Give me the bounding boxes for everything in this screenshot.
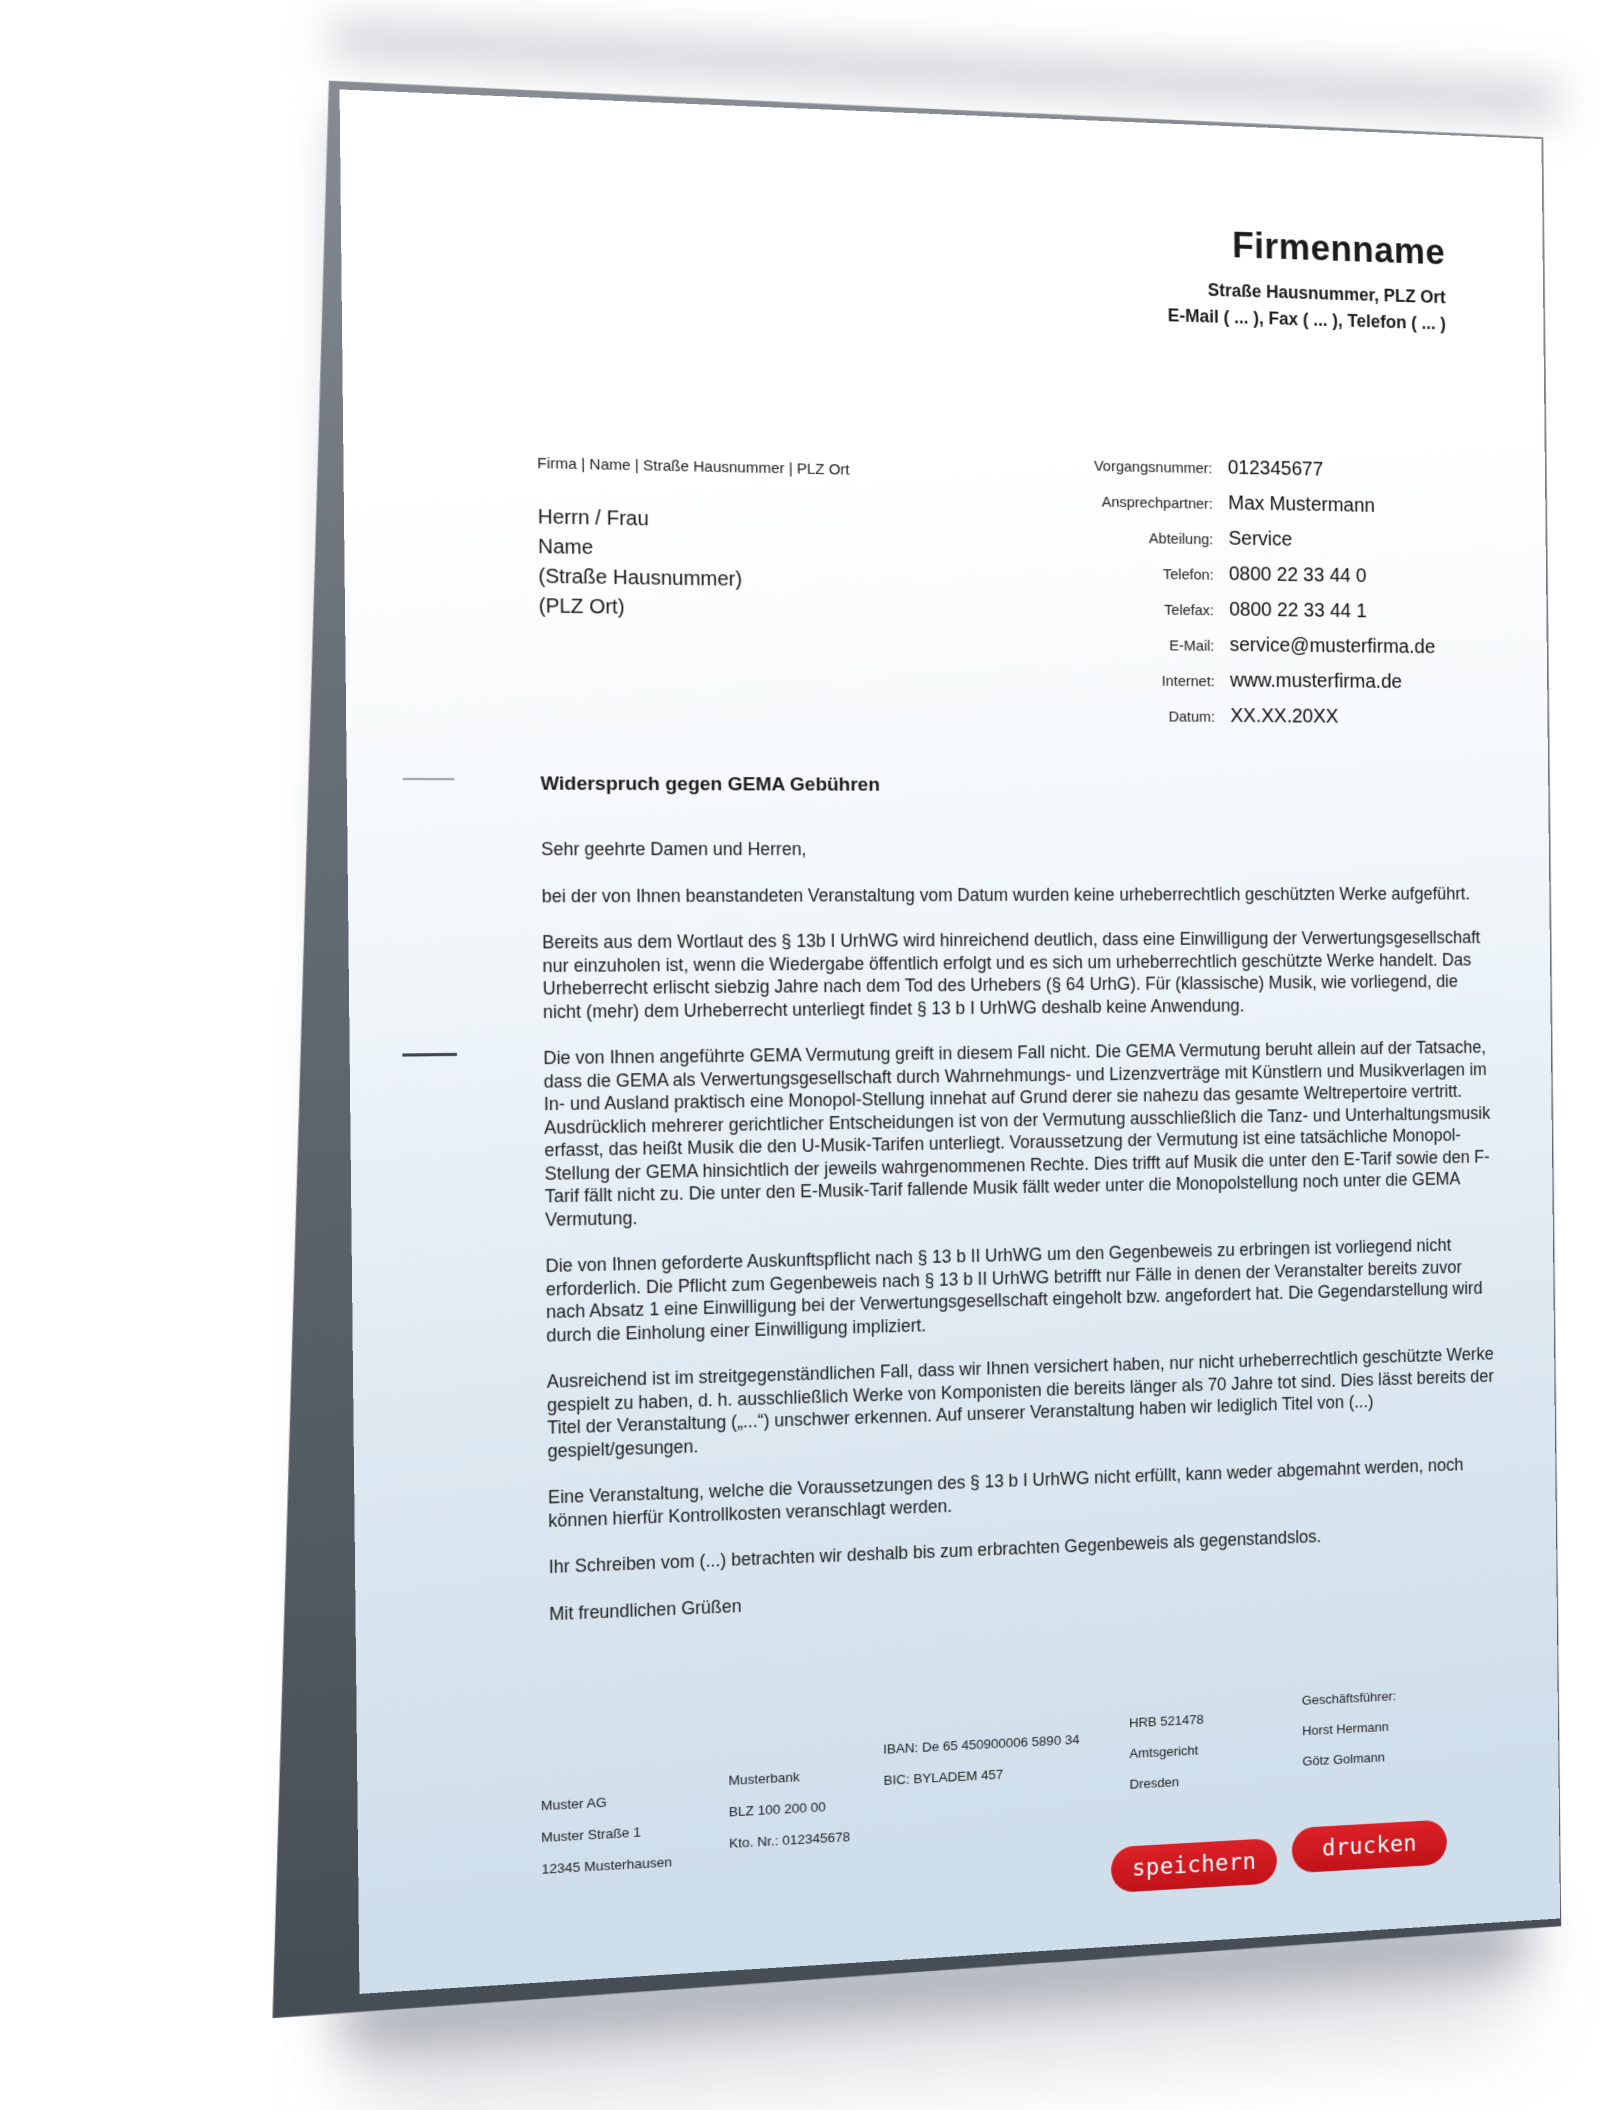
- recipient-line: Name: [537, 535, 594, 560]
- footer-line: 12345 Musterhausen: [541, 1854, 673, 1877]
- letter-page: [340, 89, 1561, 1993]
- sender-return-line: Firma | Name | Straße Hausnummer | PLZ Ort: [537, 454, 850, 479]
- info-value: 0800 22 33 44 1: [1229, 598, 1367, 623]
- info-value: service@musterfirma.de: [1229, 634, 1436, 659]
- info-value: 0800 22 33 44 0: [1228, 563, 1367, 588]
- paragraph: Die von Ihnen geforderte Auskunftspflicht nach § 13 b II UrhWG um den Gegenbeweis zu erbringen ist vorliegend nicht erforderlich. Die Pflicht zum Gegenbeweis nach § 13 b II UrhWG betrifft nur Fälle in denen der Veranstalter bereits zuvor nach Absatz 1 eine Einwilligung bei der Verwertungsgesellschaft eingeholt bzw. angefordert hat. Die Gegendarstellung wird durch die Einholung einer Einwilligung impliziert.: [545, 1235, 1483, 1346]
- info-value: XX.XX.20XX: [1230, 705, 1339, 728]
- footer-line: Geschäftsführer:: [1301, 1688, 1397, 1708]
- closing: Mit freundlichen Grüßen: [549, 1595, 742, 1624]
- paragraph: Die von Ihnen angeführte GEMA Vermutung greift in diesem Fall nicht. Die GEMA Vermutung beruht allein auf der Tatsache, dass die GEMA als Verwertungsgesellschaft durch Wahrnehmungs- und Lizenzverträge mit Künstlern und Musikverlagen im In- und Ausland praktisch eine Monopol-Stellung innehat auf Grund derer sie nahezu das gesamte Weltrepertoire vertritt. Ausdrücklich mehrerer gerichtlicher Entscheidungen ist von der Vermutung ausschließlich die Tanz- und Unterhaltungsmusik erfasst, das heißt Musik die den U-Musik-Tarifen unterliegt. Voraussetzung der Vermutung ist eine tatsächliche Monopol-Stellung der GEMA hinsichtlich der jeweils wahrgenommenen Rechte. Dies trifft auf Musik die unter den E-Tarif sowie den F-Tarif fällt nicht zu. Die unter den E-Musik-Tarif fallende Musik fällt weder unter die Monopolstellung noch unter die GEMA Vermutung.: [543, 1037, 1491, 1230]
- paragraph: Eine Veranstaltung, welche die Voraussetzungen des § 13 b I UrhWG nicht erfüllt, kann weder abgemahnt werden, noch können hierfür Kontrollkosten veranschlagt werden.: [547, 1454, 1464, 1531]
- footer-line: Muster Straße 1: [541, 1824, 642, 1846]
- info-label: Internet:: [1161, 672, 1215, 691]
- company-name: Firmenname: [1231, 224, 1446, 273]
- info-row-email: [959, 625, 1451, 666]
- paragraph: Ausreichend ist im streitgegenständlichen Fall, dass wir Ihnen versichert haben, nur nicht urheberrechtlich geschützte Werke gespielt zu haben, d. h. ausschließlich Werke von Komponisten die bereits länger als 70 Jahre tot sind. Dies lässt bereits der Titel der Veranstaltung („...“) unschwer erkennen. Auf unserer Veranstaltung haben wir lediglich Titel von (...) gespielt/gesungen.: [546, 1343, 1494, 1462]
- letterhead: [1167, 222, 1446, 337]
- fold-mark-middle: [402, 1053, 457, 1057]
- footer-iban-column: [883, 1724, 1080, 1796]
- footer-management-column: [1302, 1681, 1397, 1777]
- info-value: Service: [1228, 527, 1293, 551]
- letterhead-contact: E-Mail ( ... ), Fax ( ... ), Telefon ( ... ): [1167, 305, 1446, 334]
- info-row-datum: [960, 697, 1452, 736]
- info-label: Vorgangsnummer:: [1093, 457, 1213, 478]
- footer-line: Kto. Nr.: 012345678: [729, 1829, 851, 1851]
- footer-line: Muster AG: [540, 1794, 607, 1814]
- info-row-telefax: [958, 589, 1450, 631]
- recipient-address-block: [538, 503, 743, 624]
- reference-info-block: [957, 445, 1452, 736]
- footer-line: Amtsgericht: [1129, 1742, 1199, 1762]
- info-row-internet: [959, 661, 1451, 701]
- info-value: 012345677: [1227, 456, 1324, 481]
- recipient-line: Herrn / Frau: [537, 506, 649, 531]
- footer-line: HRB 521478: [1128, 1711, 1204, 1731]
- paragraph: bei der von Ihnen beanstandeten Veranstaltung vom Datum wurden keine urheberrechtlich geschützten Werke aufgeführt.: [541, 883, 1470, 906]
- footer-line: Horst Hermann: [1302, 1719, 1389, 1739]
- save-button[interactable]: speichern: [1111, 1838, 1277, 1893]
- info-label: Telefon:: [1162, 566, 1214, 584]
- fold-mark-top: [403, 778, 454, 780]
- footer-line: Musterbank: [728, 1769, 800, 1789]
- footer-bank-column: [728, 1759, 850, 1860]
- footer-line: Götz Golmann: [1302, 1749, 1385, 1769]
- recipient-line: (Straße Hausnummer): [538, 565, 743, 591]
- footer-line: BIC: BYLADEM 457: [883, 1766, 1004, 1788]
- info-value: Max Mustermann: [1228, 492, 1376, 517]
- info-label: Abteilung:: [1148, 530, 1214, 549]
- subject-line: Widerspruch gegen GEMA Gebühren: [540, 773, 880, 796]
- paragraph: Ihr Schreiben vom (...) betrachten wir deshalb bis zum erbrachten Gegenbeweis als gegenstandslos.: [548, 1526, 1322, 1578]
- info-label: Datum:: [1168, 708, 1216, 726]
- info-label: Ansprechpartner:: [1101, 493, 1213, 513]
- salutation: Sehr geehrte Damen und Herren,: [541, 838, 807, 860]
- info-value: www.musterfirma.de: [1229, 669, 1403, 693]
- print-button[interactable]: drucken: [1292, 1819, 1447, 1873]
- footer-line: Dresden: [1129, 1774, 1180, 1792]
- recipient-line: (PLZ Ort): [538, 595, 625, 619]
- footer-line: BLZ 100 200 00: [728, 1799, 826, 1820]
- footer-line: IBAN: De 65 450900006 5890 34: [883, 1731, 1080, 1757]
- info-label: Telefax:: [1164, 601, 1215, 620]
- info-label: E-Mail:: [1169, 637, 1215, 655]
- footer-company-column: [541, 1783, 673, 1885]
- paragraph: Bereits aus dem Wortlaut des § 13b I UrhWG wird hinreichend deutlich, dass eine Einwilligung der Verwertungsgesellschaft nur einzuholen ist, wenn die Wiedergabe öffentlich erfolgt und es sich um urheberrechtlich geschützte Werke handelt. Das Urheberrecht erlischt siebzig Jahre nach dem Tod des Urhebers (§ 64 UrhG). Für (klassische) Musik, wie vorliegend, die nicht (mehr) dem Urheberrecht unterliegt findet § 13 b I UrhWG deshalb keine Anwendung.: [542, 927, 1481, 1022]
- letterhead-address: Straße Hausnummer, PLZ Ort: [1207, 279, 1446, 308]
- footer-register-column: [1129, 1704, 1205, 1800]
- letter-body: [541, 838, 1498, 1649]
